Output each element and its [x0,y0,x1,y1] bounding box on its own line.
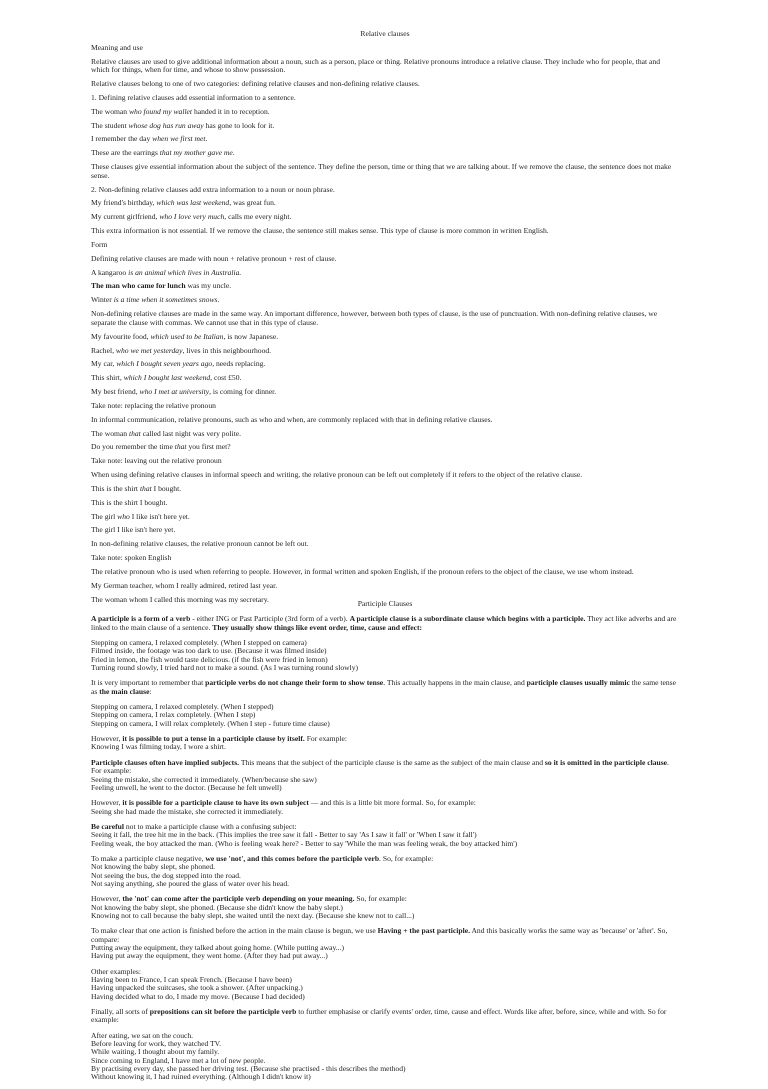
bold-text: participle verbs do not change their form to show tense [205,678,384,688]
paragraph [91,513,679,522]
text-run: Putting away the equipment, they talked about going home. (While putting away...) [91,943,344,952]
text-run: This shirt, [91,373,124,383]
text-run: , needs replacing. [212,359,266,369]
paragraph [91,1032,679,1082]
text-run: Having been to France, I can speak French. (Because I have been) [91,975,292,985]
text-run: Stepping on camera, I relax completely. (When I step) [91,710,256,720]
italic-text: whose dog has run away [128,120,204,130]
italic-text: who found my wallet [128,106,193,116]
text-run: My car, [91,359,117,369]
paragraph [91,255,679,264]
italic-text: which I bought last weekend [123,373,211,383]
paragraph [91,703,679,728]
bold-text: The man who came for lunch [91,281,186,291]
paragraph [91,855,679,888]
text-run: To make a participle clause negative, [91,853,206,863]
text-run: My current girlfriend, [91,212,160,222]
text-run: Do you remember the time [91,442,175,452]
text-run: Fried in lemon, the fish would taste delicious. (if the fish were fried in lemon) [91,654,328,664]
paragraph [91,58,679,75]
italic-text: who we met yesterday [115,345,183,355]
italic-text: that [139,483,152,493]
paragraph [91,759,679,792]
italic-text: who [117,511,130,521]
italic-text: that [174,442,187,452]
text-run: However, [91,734,123,744]
paragraph [91,639,679,672]
paragraph [91,333,679,342]
bold-text: Participle clauses often have implied subjects. [91,757,240,767]
text-run: I remember the day [91,134,153,144]
paragraph [91,1008,679,1025]
text-run: After eating, we sat on the couch. [91,1030,194,1040]
text-run: Not saying anything, she poured the glass of water over his head. [91,878,290,888]
bold-text: prepositions can sit before the participle verb [149,1007,297,1017]
text-run: Take note: leaving out the relative pronoun [91,456,222,466]
paragraph [91,296,679,305]
italic-text: that my mother gave me [159,148,233,158]
text-run: Since coming to England, I have met a lot of new people. [91,1055,266,1065]
text-run: By practising every day, she passed her driving test. (Because she practised - this describes the method) [91,1064,406,1074]
paragraph [91,540,679,549]
text-run: My favourite food, [91,331,151,341]
text-run: However, [91,798,123,808]
text-run: , cost £50. [210,373,242,383]
section-title: Participle Clauses [357,599,413,608]
paragraph [91,149,679,158]
bold-text: the 'not' can come after the participle verb depending on your meaning. [122,894,355,904]
bold-text: it is possible for a participle clause to have its own subject [122,798,309,808]
text-run: So, for example: [354,894,407,904]
paragraph [91,199,679,208]
text-run: Filmed inside, the footage was too dark to use. (Because it was filmed inside) [91,646,327,656]
italic-text: who I love very much [159,212,225,222]
paragraph [91,554,679,563]
paragraph [91,471,679,480]
text-run: . For example: [91,757,669,776]
text-run: In non-defining relative clauses, the relative pronoun cannot be left out. [91,539,309,549]
text-run: This is the shirt I bought. [91,497,168,507]
text-run: The relative pronoun who is used when referring to people. However, in formal written and spoken English, if the pronoun refers to the object of the clause, we use whom instead. [91,567,634,576]
bold-text: A participle is a form of a verb [91,614,191,624]
text-run: — and this is a little bit more formal. So, for example: [308,798,476,808]
text-run: Stepping on camera, I will relax completely. (When I step - future time clause) [91,718,330,728]
text-run: Meaning and use [91,42,143,52]
text-run: not to make a participle clause with a confusing subject: [123,821,297,831]
text-run: . So, for example: [379,853,434,863]
text-run: the same tense as [91,678,677,696]
text-run: Winter [91,295,114,305]
paragraph [91,402,679,411]
paragraph [91,163,679,180]
paragraph [91,430,679,439]
paragraph [91,615,679,632]
text-run: My German teacher, whom I really admired, retired last year. [91,580,278,590]
paragraph [91,374,679,383]
text-run: . [217,295,220,305]
text-run: Take note: spoken English [91,553,172,563]
text-run: In informal communication, relative pronouns, such as who and when, are commonly replaced with that in defining relative clauses. [91,414,493,424]
text-run: This means that the subject of the participle clause is the same as the subject of the main clause and [239,757,545,767]
text-run: to further emphasise or clarify events' order, time, cause and effect. Words like after, before, since, while and with. So for example: [91,1007,667,1025]
text-run: I like isn't here yet. [129,511,190,521]
text-run: Knowing not to call because the baby slept, she waited until the next day. (Because she knew not to call...) [91,910,415,920]
text-run: was my uncle. [185,281,232,291]
paragraph [91,186,679,195]
text-run: It is very important to remember that [91,678,206,688]
text-run: Take note: replacing the relative pronoun [91,400,216,410]
italic-text: is an animal which lives in Australia. [128,267,242,277]
paragraph [91,457,679,466]
text-run: Stepping on camera, I relaxed completely. (When I stepped) [91,702,274,712]
text-run: - either ING or Past Participle (3rd form of a verb). [190,614,350,624]
section-title: Relative clauses [360,29,410,38]
text-run: Before leaving for work, they watched TV. [91,1039,222,1049]
paragraph [91,927,679,960]
italic-text: which was last weekend [156,198,230,208]
bold-text: Having + the past participle. [377,926,470,936]
text-run: The girl I like isn't here yet. [91,525,176,535]
text-run: I bought. [151,483,182,493]
paragraph [91,213,679,222]
paragraph [91,526,679,535]
text-run: Form [91,239,108,249]
paragraph [91,416,679,425]
italic-text: that [128,428,141,438]
text-run: Non-defining relative clauses are made in the same way. An important difference, however, between both types of clause, is the use of punctuation. With non-defining relative clauses, we separate the clause with commas. We cannot use that in this type of clause. [91,309,658,327]
text-run: , is coming for dinner. [209,387,277,397]
text-run: Seeing she had made the mistake, she corrected it immediately. [91,806,284,816]
bold-text: the main clause [99,686,150,696]
italic-text: is a time when it sometimes snows [113,295,218,305]
paragraph [91,735,679,752]
text-run: Not knowing the baby slept, she phoned. (Because she didn't know the baby slept.) [91,902,343,912]
paragraph [91,360,679,369]
text-run: Relative clauses belong to one of two categories: defining relative clauses and non-defining relative clauses. [91,79,420,88]
text-run: My best friend, [91,387,140,397]
paragraph [91,347,679,356]
paragraph [91,485,679,494]
text-run: For example: [304,734,347,744]
text-run: And this basically works the same way as 'because' or 'after'. So, compare: [91,926,668,944]
text-run: . [205,134,208,144]
italic-text: who I met at university [139,387,210,397]
text-run: 1. Defining relative clauses add essential information to a sentence. [91,92,296,102]
section-body [91,44,679,605]
paragraph [91,80,679,89]
relative-clauses-section [91,30,679,610]
text-run: Not seeing the bus, the dog stepped into the road. [91,870,241,880]
text-run: Having put away the equipment, they went home. (After they had put away...) [91,951,328,961]
bold-text: we use 'not', and this comes before the participle verb [205,853,380,863]
text-run: . [232,148,235,158]
paragraph [91,108,679,117]
text-run: . This actually happens in the main clause, and [383,678,527,688]
text-run: Feeling unwell, he went to the doctor. (Because he felt unwell) [91,782,282,792]
text-run: My friend's birthday, [91,198,157,208]
text-run: called last night was very polite. [140,428,241,438]
text-run: Finally, all sorts of [91,1007,150,1017]
text-run: Having unpacked the suitcases, she took a shower. (After unpacking.) [91,983,303,993]
text-run: This is the shirt [91,483,140,493]
text-run: Not knowing the baby slept, she phoned. [91,862,216,872]
text-run: , lives in this neighbourhood. [182,345,272,355]
paragraph [91,227,679,236]
text-run: : [149,686,152,696]
text-run: you first met? [186,442,231,452]
paragraph [91,282,679,291]
text-run: They act like adverbs and are linked to the main clause of a sentence. [91,614,677,632]
italic-text: which I bought seven years ago [116,359,213,369]
text-run: , is now Japanese. [223,331,279,341]
text-run: These are the earrings [91,148,160,158]
text-run: Turning round slowly, I tried hard not to make a sound. (As I was turning round slowly) [91,663,359,673]
paragraph [91,443,679,452]
text-run: However, [91,894,123,904]
section-body [91,615,679,1081]
paragraph [91,388,679,397]
paragraph [91,310,679,327]
paragraph [91,823,679,848]
bold-text: They usually show things like event order, time, cause and effect: [212,622,423,632]
text-run: Relative clauses are used to give additional information about a noun, such as a person, place or thing. Relative pronouns introduce a relative clause. They include who for people, that and which for things, when for time, and whose to show possession. [91,56,661,75]
text-run: Seeing it fall, the tree hit me in the back. (This implies the tree saw it fall - Better to say 'As I saw it fall' or 'When I saw it fall') [91,830,477,840]
text-run: The girl [91,511,118,521]
bold-text: participle clauses usually mimic [526,678,630,688]
text-run: , calls me every night. [224,212,292,222]
bold-text: Be careful [91,821,124,831]
bold-text: it is possible to put a tense in a participle clause by itself. [122,734,305,744]
paragraph [91,679,679,696]
text-run: , was great fun. [229,198,276,208]
text-run: To make clear that one action is finished before the action in the main clause is begun, we use [91,926,378,936]
text-run: A kangaroo [91,267,129,277]
text-run: 2. Non-defining relative clauses add extra information to a noun or noun phrase. [91,184,335,194]
text-run: These clauses give essential information about the subject of the sentence. They define the person, time or thing that we are talking about. If we remove the clause, the sentence does not make sense. [91,162,672,180]
text-run: When using defining relative clauses in informal speech and writing, the relative pronoun can be left out completely if it refers to the object of the relative clause. [91,470,583,480]
text-run: Rachel, [91,345,116,355]
paragraph [91,135,679,144]
paragraph [91,241,679,250]
bold-text: A participle clause is a subordinate clause which begins with a participle. [349,614,586,624]
paragraph [91,94,679,103]
text-run: Knowing I was filming today, I wore a shirt. [91,742,226,752]
text-run: This extra information is not essential. If we remove the clause, the sentence still makes sense. This type of clause is more common in written English. [91,226,549,236]
text-run: has gone to look for it. [203,120,275,130]
paragraph [91,895,679,920]
text-run: Without knowing it, I had ruined everything. (Although I didn't know it) [91,1072,311,1082]
paragraph [91,582,679,591]
paragraph [91,122,679,131]
text-run: Other examples: [91,966,141,976]
text-run: Stepping on camera, I relaxed completely. (When I stepped on camera) [91,638,307,648]
italic-text: which used to be Italian [150,331,224,341]
italic-text: when we first met [152,134,206,144]
bold-text: so it is omitted in the participle clause [544,757,668,767]
text-run: Seeing the mistake, she corrected it immediately. (When/because she saw) [91,774,317,784]
text-run: The woman whom I called this morning was my secretary. [91,594,269,604]
text-run: The woman [91,428,129,438]
paragraph [91,499,679,508]
paragraph [91,44,679,53]
paragraph [91,799,679,816]
text-run: handed it in to reception. [192,106,270,116]
paragraph [91,968,679,1001]
text-run: The woman [91,106,129,116]
paragraph [91,269,679,278]
text-run: Feeling weak, the boy attacked the man. (Who is feeling weak here? - Better to say 'While the man was feeling weak, the boy attacked him') [91,838,518,848]
text-run: Defining relative clauses are made with noun + relative pronoun + rest of clause. [91,253,337,263]
text-run: While waiting, I thought about my family. [91,1047,220,1057]
participle-clauses-section [91,600,679,1089]
text-run: Having decided what to do, I made my move. (Because I had decided) [91,991,305,1001]
paragraph [91,568,679,577]
text-run: The student [91,120,129,130]
